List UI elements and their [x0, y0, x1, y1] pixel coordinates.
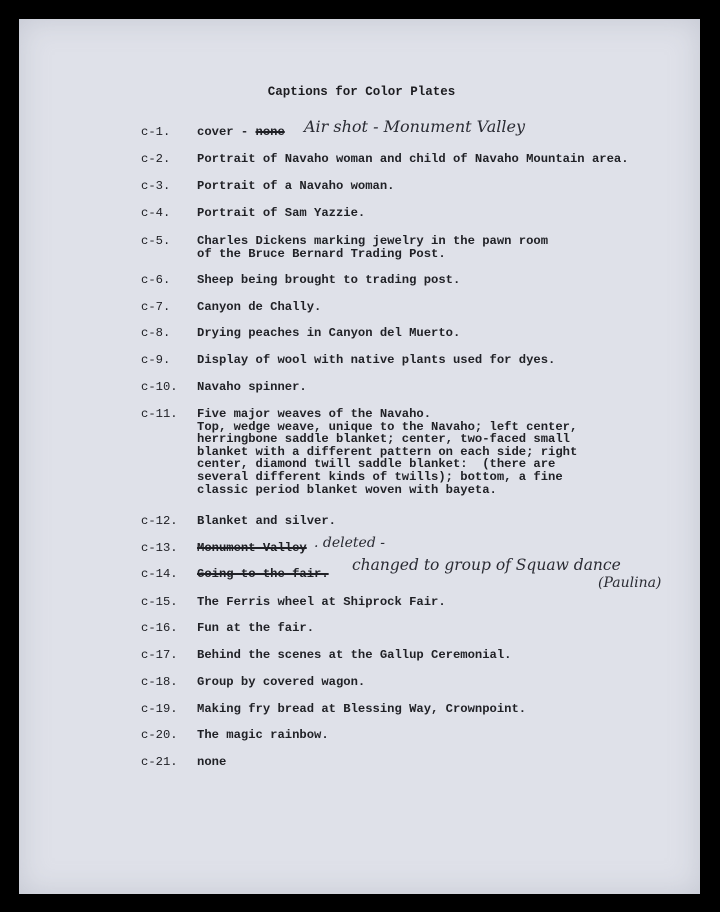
caption-text: Making fry bread at Blessing Way, Crownpoint.	[197, 702, 527, 716]
handwritten-note: changed to group of Squaw dance	[352, 556, 621, 574]
caption-text	[197, 235, 548, 260]
plate-code: c-2.	[141, 152, 171, 166]
plate-code: c-10.	[141, 380, 178, 394]
caption-line: cover -	[197, 125, 256, 139]
caption-line: Top, wedge weave, unique to the Navaho; left center,	[197, 419, 578, 434]
handwritten-note: . deleted -	[314, 535, 385, 551]
caption-text: none	[197, 755, 227, 769]
caption-line: classic period blanket woven with bayeta.	[197, 482, 497, 497]
caption-text: Drying peaches in Canyon del Muerto.	[197, 326, 461, 340]
plate-code: c-9.	[141, 353, 171, 367]
plate-code: c-16.	[141, 621, 178, 635]
plate-code: c-7.	[141, 300, 171, 314]
caption-text: The magic rainbow.	[197, 728, 329, 742]
caption-line: center, diamond twill saddle blanket: (there are	[197, 457, 556, 472]
plate-code: c-4.	[141, 206, 171, 220]
plate-code: c-20.	[141, 728, 178, 742]
caption-line: of the Bruce Bernard Trading Post.	[197, 246, 446, 261]
caption-text	[197, 542, 307, 555]
struck-text: Monument Valley	[197, 541, 307, 555]
plate-code: c-18.	[141, 675, 178, 689]
plate-code: c-13.	[141, 541, 178, 555]
caption-line: herringbone saddle blanket; center, two-faced small	[197, 432, 570, 447]
document-page	[19, 19, 700, 894]
plate-code: c-11.	[141, 407, 178, 421]
caption-text: Behind the scenes at the Gallup Ceremonial.	[197, 648, 512, 662]
plate-code: c-5.	[141, 234, 171, 248]
caption-text: Portrait of Sam Yazzie.	[197, 206, 366, 220]
caption-text: Display of wool with native plants used for dyes.	[197, 353, 556, 367]
caption-line: Charles Dickens marking jewelry in the pawn room	[197, 234, 549, 248]
plate-code: c-14.	[141, 567, 178, 581]
plate-code: c-15.	[141, 595, 178, 609]
caption-text: Group by covered wagon.	[197, 675, 366, 689]
caption-text	[197, 408, 577, 496]
plate-code: c-1.	[141, 125, 171, 139]
caption-text: The Ferris wheel at Shiprock Fair.	[197, 595, 446, 609]
plate-code: c-17.	[141, 648, 178, 662]
page-title: Captions for Color Plates	[267, 85, 456, 99]
caption-text: Blanket and silver.	[197, 514, 336, 528]
plate-code: c-21.	[141, 755, 178, 769]
caption-text	[197, 126, 285, 139]
caption-text: Portrait of Navaho woman and child of Navaho Mountain area.	[197, 152, 629, 166]
plate-code: c-19.	[141, 702, 178, 716]
caption-text: Portrait of a Navaho woman.	[197, 179, 395, 193]
caption-line: several different kinds of twills); bottom, a fine	[197, 469, 563, 484]
plate-code: c-8.	[141, 326, 171, 340]
caption-text: Sheep being brought to trading post.	[197, 273, 461, 287]
caption-line: Five major weaves of the Navaho.	[197, 407, 432, 421]
caption-line: blanket with a different pattern on each side; right	[197, 444, 578, 459]
caption-text: Fun at the fair.	[197, 621, 315, 635]
handwritten-note: (Paulina)	[598, 575, 662, 591]
caption-text	[197, 568, 329, 581]
struck-text: none	[255, 125, 285, 139]
caption-text: Canyon de Chally.	[197, 300, 322, 314]
plate-code: c-6.	[141, 273, 171, 287]
caption-text: Navaho spinner.	[197, 380, 307, 394]
plate-code: c-12.	[141, 514, 178, 528]
struck-text: Going to the fair.	[197, 567, 329, 581]
handwritten-note: Air shot - Monument Valley	[304, 117, 526, 136]
plate-code: c-3.	[141, 179, 171, 193]
